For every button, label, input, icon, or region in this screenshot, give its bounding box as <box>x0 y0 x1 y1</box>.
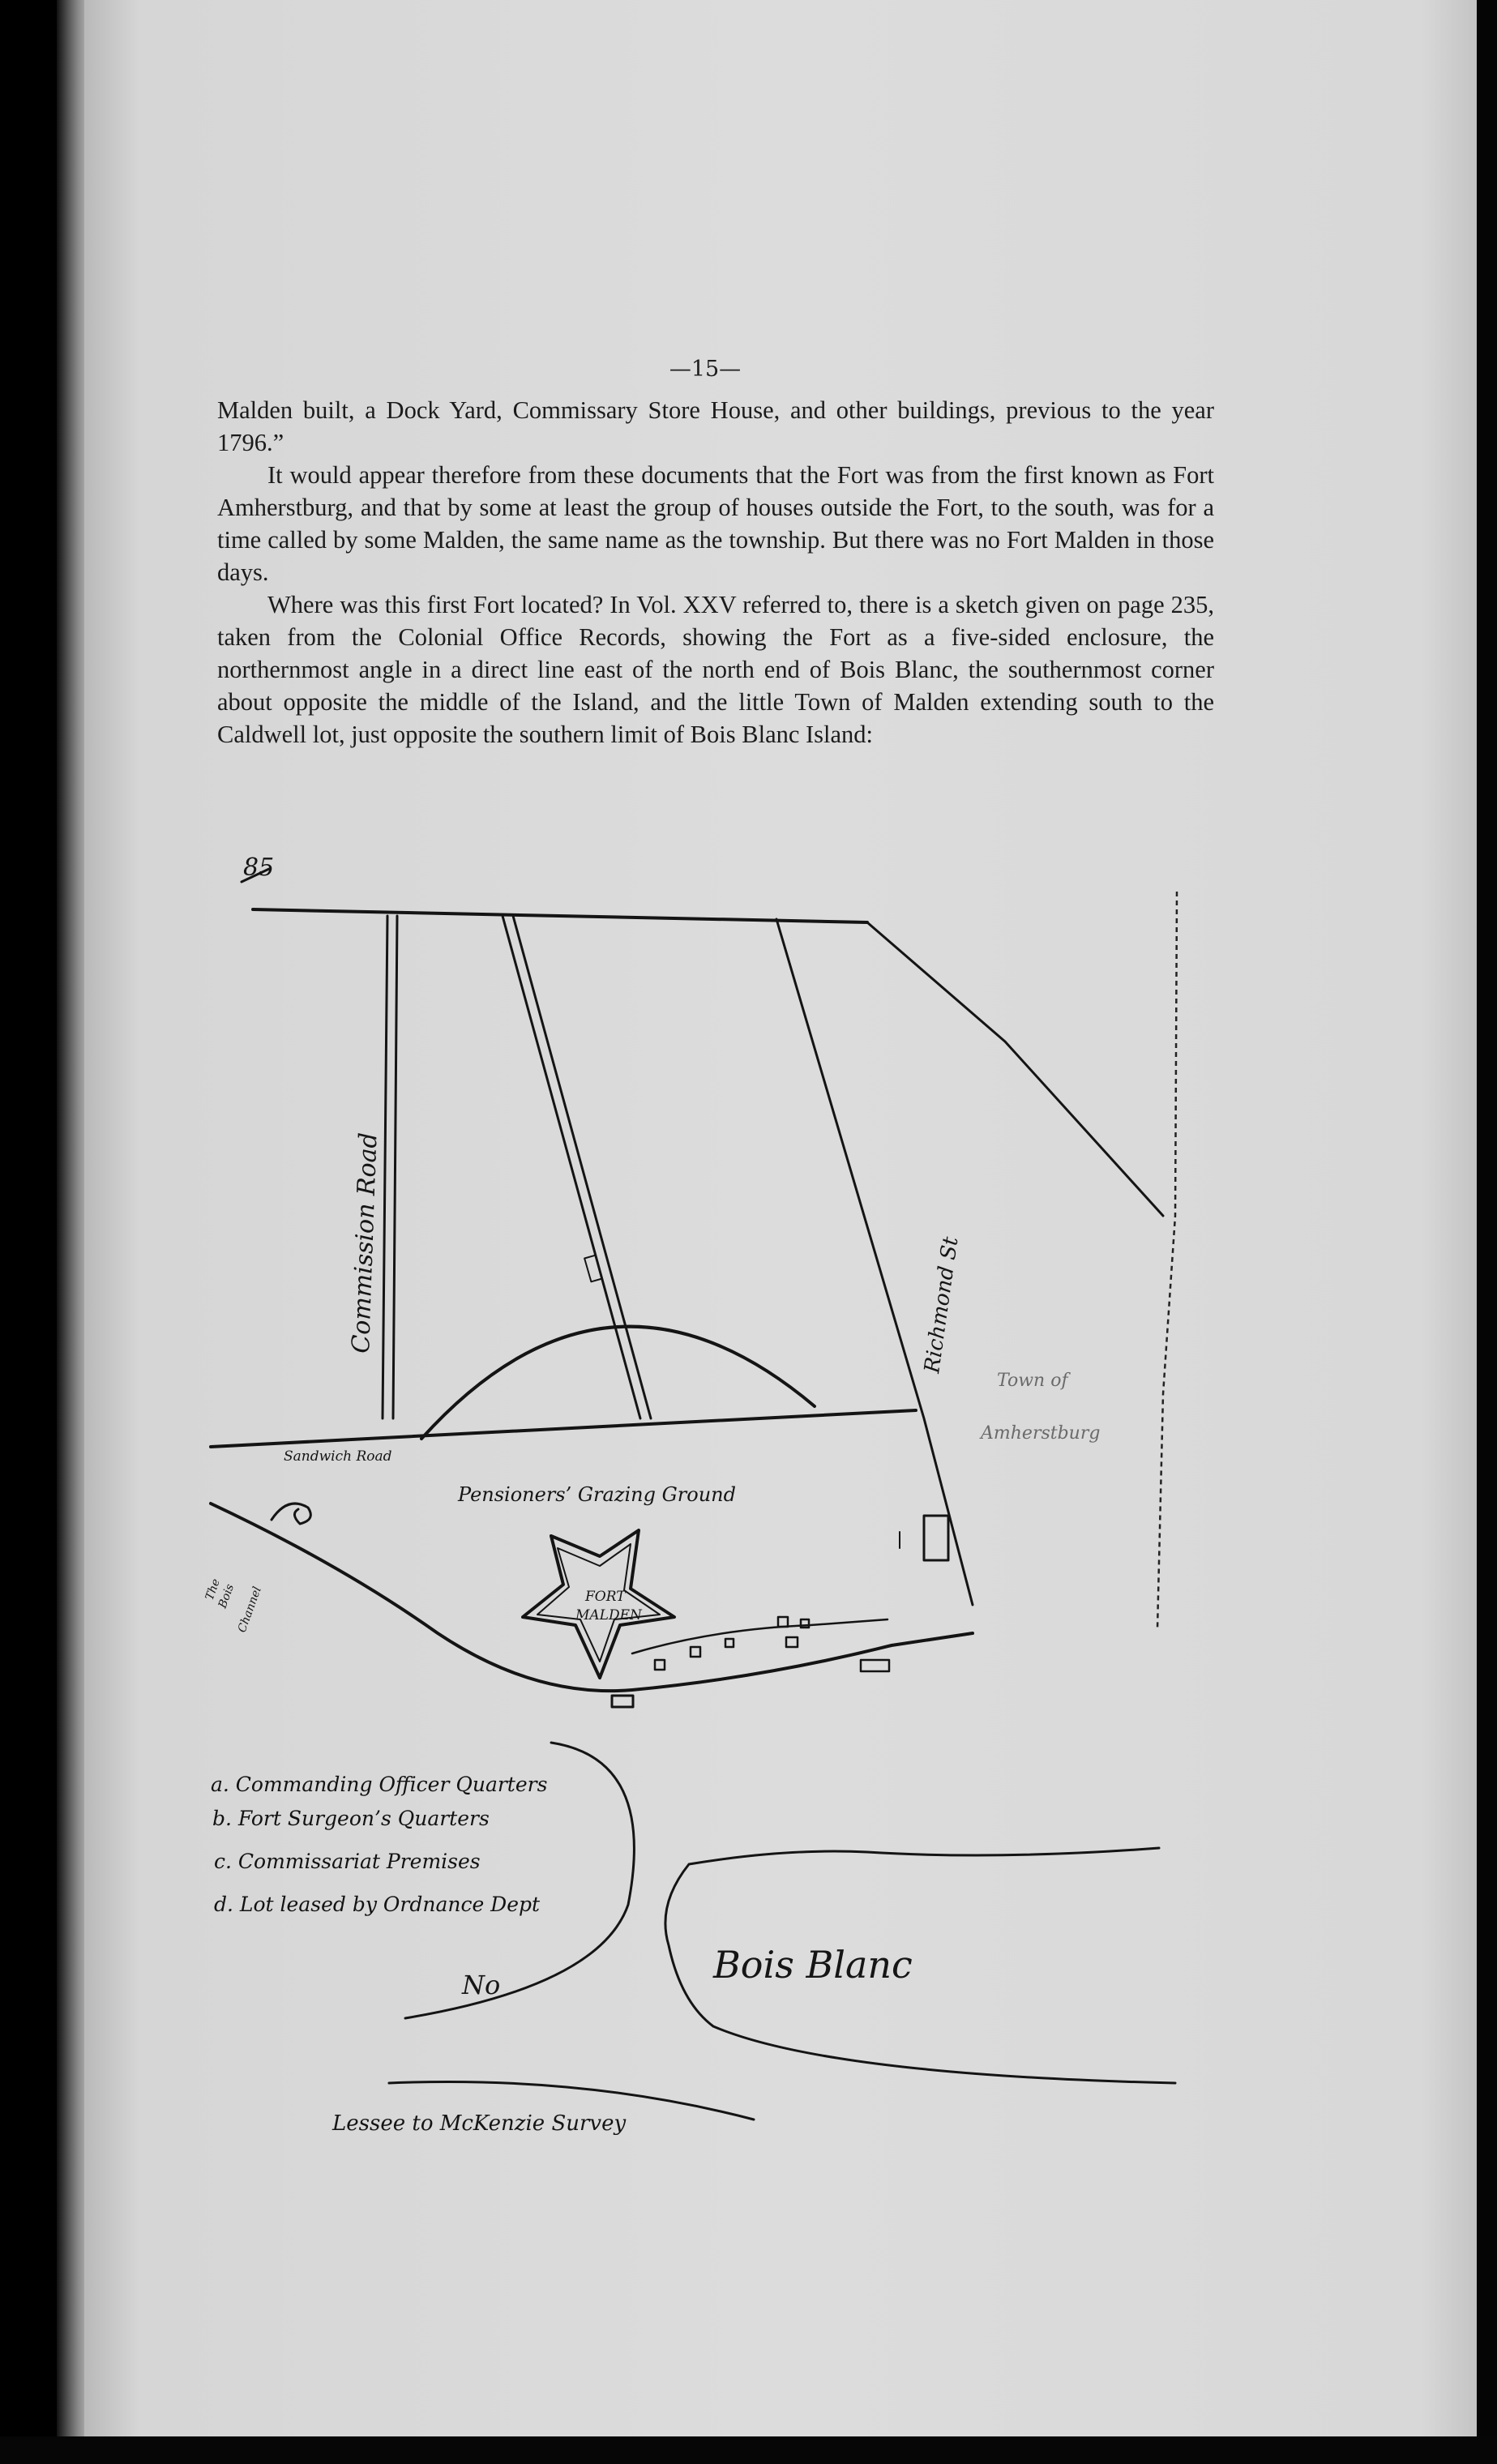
page-bottom-border <box>0 2436 1497 2464</box>
inner-shore-road <box>632 1619 888 1653</box>
river-label-line2: Bois <box>216 1582 237 1611</box>
bois-blanc-label: Bois Blanc <box>713 1943 913 1987</box>
page-number: —15— <box>669 357 742 382</box>
fort-label-line1: FORT <box>585 1589 626 1605</box>
middle-road-line-b <box>513 916 651 1418</box>
dock-building <box>612 1696 633 1707</box>
fort-label-line2: MALDEN <box>575 1607 642 1623</box>
building-c2 <box>778 1617 788 1627</box>
town-building-large <box>924 1516 948 1560</box>
paragraph-fort-location: Where was this first Fort located? In Vol. XXV referred to, there is a sketch given on page 235, taken from the Colonial Office Records, showing the Fort as a five-sided enclosure, the northernmost angle in a direct line east of the north end of Bois Blanc, the southernmost corner about opposite the middle of the Island, and the little Town of Malden extending south to the Caldwell lot, just opposite the southern limit of Bois Blanc Island: <box>217 591 1214 748</box>
richmond-street-label: Richmond St <box>920 1235 964 1375</box>
east-dashed-boundary <box>1157 892 1177 1629</box>
page-right-border <box>1477 0 1497 2464</box>
building-a <box>655 1660 665 1670</box>
sandwich-road-label: Sandwich Road <box>284 1448 392 1465</box>
body-text <box>217 394 1214 751</box>
building-b <box>691 1647 700 1657</box>
legend-item-c: c. Commissariat Premises <box>214 1850 481 1873</box>
north-boundary-line <box>253 909 867 922</box>
river-label-line1: The <box>203 1576 223 1602</box>
building-c <box>725 1639 734 1647</box>
grazing-ground-arc <box>421 1327 815 1439</box>
legend-item-d: d. Lot leased by Ordnance Dept <box>214 1893 541 1916</box>
bottom-survey-note: Lessee to McKenzie Survey <box>332 2111 627 2136</box>
pensioners-grazing-label: Pensioners’ Grazing Ground <box>458 1483 736 1506</box>
commission-road-line-b <box>393 916 397 1418</box>
shore-spiral-mark <box>272 1504 310 1524</box>
legend-item-b: b. Fort Surgeon’s Quarters <box>212 1807 490 1830</box>
paragraph-fort-amherstburg: It would appear therefore from these documents that the Fort was from the first known as Fort Amherstburg, and that by some at least the group of houses outside the Fort, to the south, was for a time called by some Malden, the same name as the township. But there was no Fort Malden in those days. <box>217 461 1214 586</box>
building-d <box>786 1637 798 1647</box>
town-label-line1: Town of <box>997 1371 1068 1391</box>
book-binding-edge <box>57 0 88 2464</box>
commission-road-line-a <box>383 916 387 1418</box>
middle-road-marker <box>584 1256 602 1282</box>
town-label-line2: Amherstburg <box>981 1423 1101 1444</box>
middle-road-line-a <box>503 916 640 1418</box>
paragraph-continuation: Malden built, a Dock Yard, Commissary Store House, and other buildings, previous to the year 1796.” <box>217 396 1214 456</box>
fort-sketch-map <box>195 835 1200 2140</box>
legend-item-a: a. Commanding Officer Quarters <box>211 1773 548 1796</box>
sketch-corner-mark: 85 <box>243 853 275 882</box>
river-label-line3: Channel <box>235 1585 264 1635</box>
no-mark-label: No <box>462 1970 501 2000</box>
sandwich-road-line <box>211 1410 916 1447</box>
building-caldwell-lot <box>861 1660 889 1671</box>
commission-road-label: Commission Road <box>347 1131 383 1354</box>
northeast-boundary-line <box>867 922 1163 1216</box>
